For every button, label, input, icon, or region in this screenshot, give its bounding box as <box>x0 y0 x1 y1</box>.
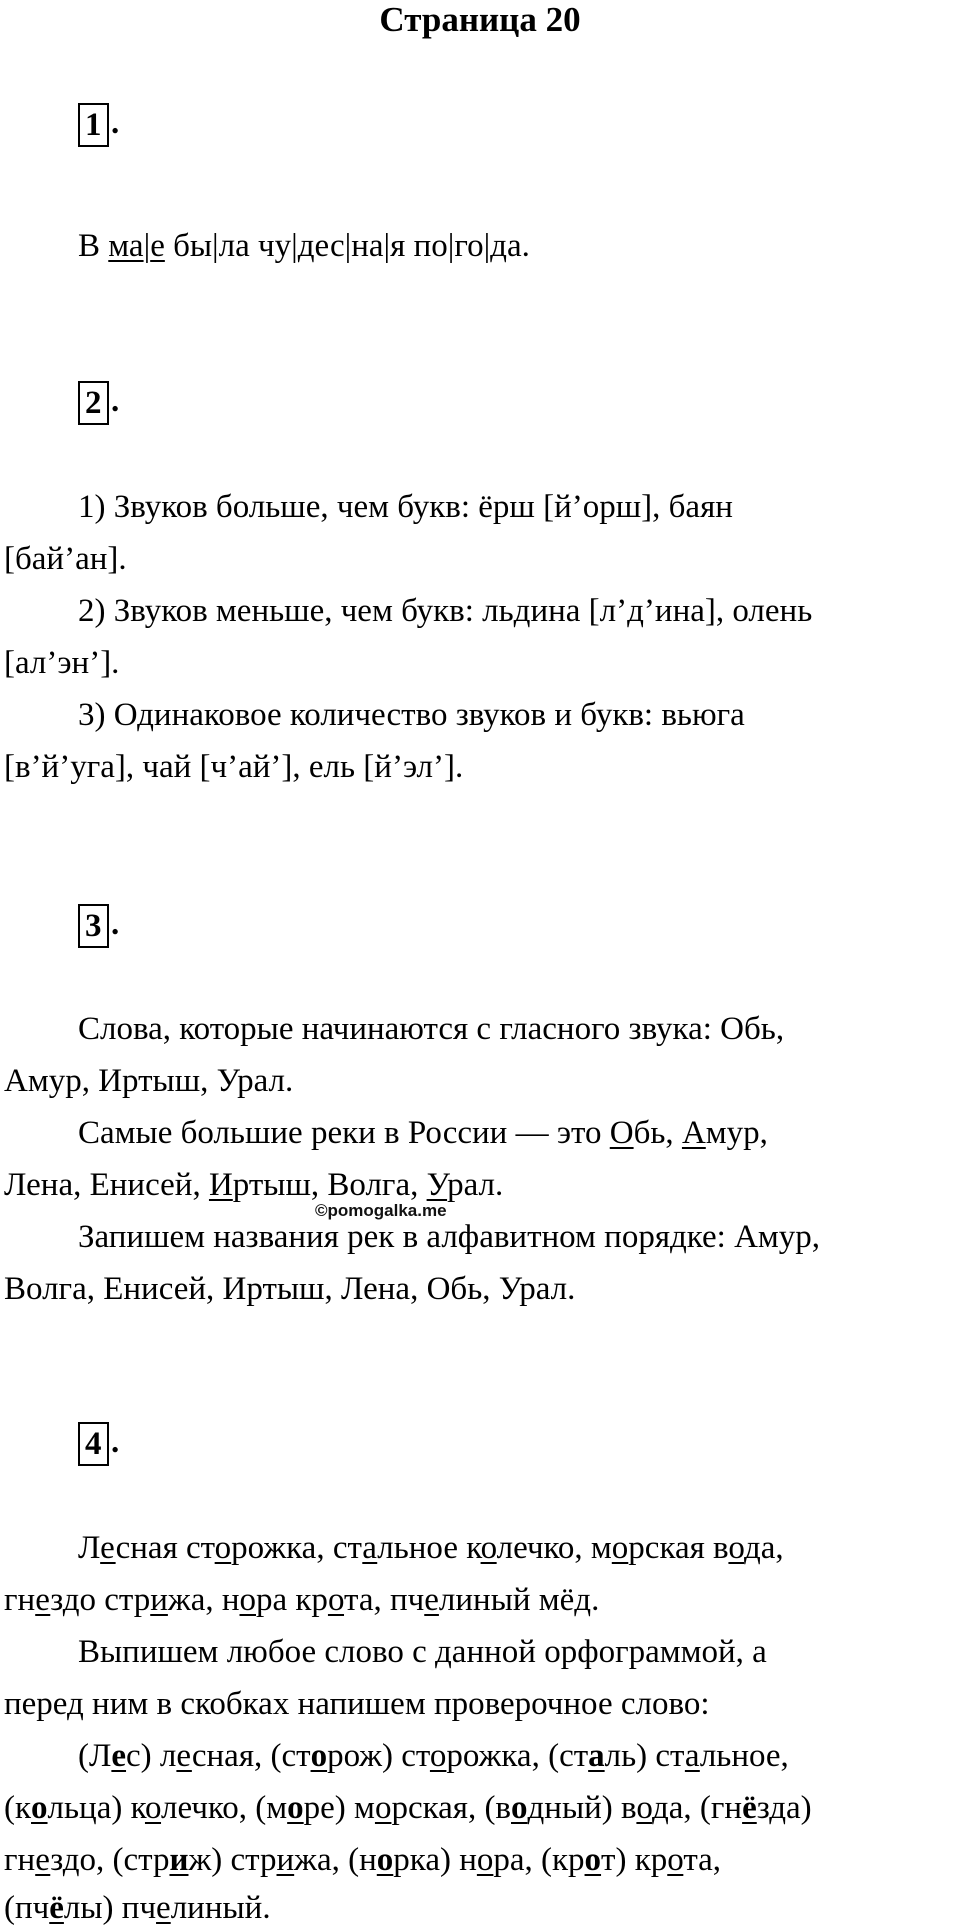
text-segment: ра, (кр <box>493 1842 585 1878</box>
task-4-line-5 <box>78 1736 789 1776</box>
text-segment: рская, (в <box>391 1790 512 1826</box>
task-4-number: 4 <box>78 1422 109 1466</box>
task-3-line-1 <box>78 1009 784 1049</box>
text-segment: Выпишем любое слово с данной орфограммой, а <box>78 1634 767 1670</box>
text-segment: гн <box>4 1842 36 1878</box>
text-segment: (к <box>4 1790 32 1826</box>
orthogram-letter: ма <box>108 228 144 264</box>
text-segment: перед ним в скобках напишем проверочное слово: <box>4 1686 710 1722</box>
task-4-line-3 <box>78 1632 767 1672</box>
text-segment: 3) Одинаковое количество звуков и букв: вьюга <box>78 697 745 733</box>
orthogram-letter: о <box>214 1530 232 1566</box>
task-2-line-6 <box>4 747 463 787</box>
orthogram-letter: о <box>480 1530 497 1566</box>
text-segment: рожка, ст <box>231 1530 363 1566</box>
text-segment: Запишем названия рек в алфавитном порядке: Амур, <box>78 1219 821 1255</box>
task-2-line-5 <box>78 695 745 735</box>
text-segment: жа, н <box>167 1582 240 1618</box>
task-1-number: 1 <box>78 103 109 147</box>
orthogram-letter: о <box>728 1530 744 1566</box>
orthogram-letter: У <box>426 1167 448 1203</box>
orthogram-letter: и <box>169 1842 189 1878</box>
orthogram-letter: а <box>684 1738 700 1774</box>
text-segment: льца) к <box>47 1790 145 1826</box>
orthogram-letter: е <box>35 1582 51 1618</box>
text-segment: т) кр <box>601 1842 668 1878</box>
text-segment: дный) в <box>527 1790 637 1826</box>
text-segment: рожка, (ст <box>446 1738 589 1774</box>
task-2-number-dot: . <box>111 383 120 419</box>
task-3-line-6 <box>4 1269 575 1309</box>
text-segment: лы) пч <box>63 1890 157 1926</box>
text-segment: та, <box>683 1842 722 1878</box>
text-segment: [бай’ан]. <box>4 541 127 577</box>
text-segment: рская в <box>628 1530 729 1566</box>
text-segment: да, (гн <box>651 1790 743 1826</box>
text-segment: здо стр <box>50 1582 151 1618</box>
orthogram-letter: о <box>31 1790 48 1826</box>
text-segment: рож) ст <box>327 1738 430 1774</box>
orthogram-letter: о <box>287 1790 304 1826</box>
text-segment: здо, (стр <box>50 1842 170 1878</box>
orthogram-letter: о <box>429 1738 447 1774</box>
page-title: Страница 20 <box>379 0 581 39</box>
orthogram-letter: е <box>176 1738 192 1774</box>
task-4-line-1 <box>78 1528 784 1568</box>
text-segment: с) л <box>126 1738 177 1774</box>
task-2-line-4 <box>4 643 119 683</box>
text-segment: сная ст <box>115 1530 215 1566</box>
text-segment: Амур, Иртыш, Урал. <box>4 1063 294 1099</box>
text-segment: ртыш, Волга, <box>232 1167 427 1203</box>
task-2-line-3 <box>78 591 812 631</box>
orthogram-letter: е <box>424 1582 439 1618</box>
orthogram-letter: о <box>476 1842 494 1878</box>
text-segment: да, <box>743 1530 784 1566</box>
task-2-line-2 <box>4 539 127 579</box>
text-segment: сная, (ст <box>191 1738 311 1774</box>
text-segment: мур, <box>705 1115 768 1151</box>
text-segment: Волга, Енисей, Иртыш, Лена, Обь, Урал. <box>4 1271 576 1307</box>
text-segment: лечко, м <box>496 1530 612 1566</box>
text-segment: | <box>143 228 151 264</box>
task-4-line-2 <box>4 1580 599 1620</box>
task-2-number: 2 <box>78 381 109 425</box>
task-4-line-8 <box>4 1888 271 1928</box>
text-segment: Самые большие реки в России — это <box>78 1115 610 1151</box>
text-segment: жа, (н <box>294 1842 377 1878</box>
orthogram-letter: о <box>376 1842 394 1878</box>
task-2-line-1 <box>78 487 733 527</box>
watermark: ©pomogalka.me <box>315 1201 447 1220</box>
text-segment: 2) Звуков меньше, чем букв: льдина [л’д’ина], олень <box>78 593 813 629</box>
text-segment: Л <box>78 1530 101 1566</box>
orthogram-letter: е <box>150 228 165 264</box>
text-segment: ж) стр <box>188 1842 277 1878</box>
text-segment: (пч <box>4 1890 50 1926</box>
orthogram-letter: о <box>239 1582 256 1618</box>
text-segment: [в’й’уга], чай [ч’ай’], ель [й’эл’]. <box>4 749 464 785</box>
orthogram-letter: И <box>208 1167 233 1203</box>
task-4-line-6 <box>4 1788 812 1828</box>
orthogram-letter: о <box>327 1582 345 1618</box>
text-segment: ра кр <box>256 1582 328 1618</box>
text-segment: бь, <box>633 1115 682 1151</box>
task-1-number-dot: . <box>111 105 120 141</box>
task-4-line-4 <box>4 1684 710 1724</box>
orthogram-letter: о <box>310 1738 328 1774</box>
task-3-line-4 <box>4 1165 503 1205</box>
text-segment: (Л <box>78 1738 112 1774</box>
text-segment: Лена, Енисей, <box>4 1167 209 1203</box>
task-3-number-dot: . <box>111 906 120 942</box>
orthogram-letter: ё <box>742 1790 757 1826</box>
orthogram-letter: е <box>100 1530 116 1566</box>
task-3-line-5 <box>78 1217 820 1257</box>
task-1-line-1 <box>78 226 530 266</box>
orthogram-letter: о <box>511 1790 528 1826</box>
orthogram-letter: о <box>584 1842 602 1878</box>
text-segment: льное, <box>699 1738 789 1774</box>
task-3-line-2 <box>4 1061 293 1101</box>
orthogram-letter: е <box>111 1738 127 1774</box>
task-3-line-3 <box>78 1113 768 1153</box>
text-segment: линый. <box>170 1890 271 1926</box>
text-segment: В <box>78 228 109 264</box>
text-segment: ль) ст <box>604 1738 685 1774</box>
orthogram-letter: е <box>35 1842 51 1878</box>
text-segment: та, пч <box>344 1582 425 1618</box>
orthogram-letter: о <box>144 1790 162 1826</box>
task-4-number-dot: . <box>111 1424 120 1460</box>
text-segment: Слова, которые начинаются с гласного звука: Обь, <box>78 1011 785 1047</box>
text-segment: 1) Звуков больше, чем букв: ёрш [й’орш], баян <box>78 489 733 525</box>
orthogram-letter: и <box>276 1842 295 1878</box>
orthogram-letter: е <box>156 1890 171 1926</box>
orthogram-letter: а <box>362 1530 378 1566</box>
text-segment: ре) м <box>303 1790 375 1826</box>
text-segment: [ал’эн’]. <box>4 645 120 681</box>
task-4-line-7 <box>4 1840 721 1880</box>
text-segment: гн <box>4 1582 36 1618</box>
orthogram-letter: А <box>681 1115 706 1151</box>
task-3-number: 3 <box>78 904 109 948</box>
text-segment: зда) <box>756 1790 812 1826</box>
orthogram-letter: О <box>609 1115 634 1151</box>
orthogram-letter: о <box>374 1790 392 1826</box>
orthogram-letter: о <box>667 1842 684 1878</box>
orthogram-letter: о <box>636 1790 652 1826</box>
text-segment: бы|ла чу|дес|на|я по|го|да. <box>164 228 530 264</box>
text-segment: рал. <box>447 1167 504 1203</box>
text-segment: лечко, (м <box>161 1790 288 1826</box>
orthogram-letter: о <box>611 1530 629 1566</box>
text-segment: льное к <box>377 1530 481 1566</box>
text-segment: линый мёд. <box>438 1582 600 1618</box>
text-segment: рка) н <box>393 1842 477 1878</box>
orthogram-letter: а <box>588 1738 605 1774</box>
orthogram-letter: ё <box>49 1890 64 1926</box>
orthogram-letter: и <box>150 1582 168 1618</box>
